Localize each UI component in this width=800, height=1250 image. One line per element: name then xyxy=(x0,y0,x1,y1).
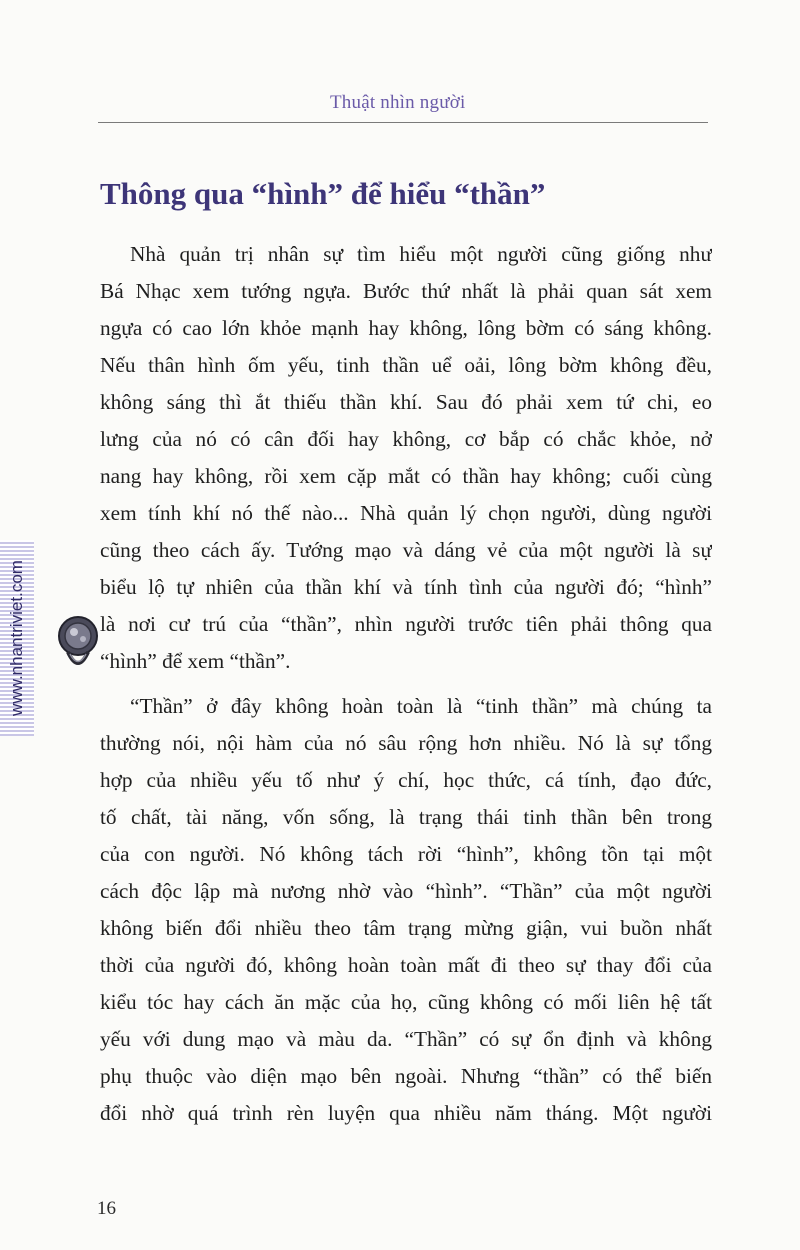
text-line: phụ thuộc vào diện mạo bên ngoài. Nhưng “thần” có thể biến xyxy=(100,1064,712,1088)
ring-ornament-icon xyxy=(50,612,106,678)
text-line: cách độc lập mà nương nhờ vào “hình”. “Thần” của một người xyxy=(100,879,712,903)
text-line: kiểu tóc hay cách ăn mặc của họ, cũng không có mối liên hệ tất xyxy=(100,990,712,1014)
text-line: “hình” để xem “thần”. xyxy=(100,649,291,673)
page-number: 16 xyxy=(97,1198,116,1219)
text-line: không sáng thì ắt thiếu thần khí. Sau đó phải xem tứ chi, eo xyxy=(100,390,712,414)
text-line: lưng của nó có cân đối hay không, cơ bắp có chắc khỏe, nở xyxy=(100,427,712,451)
running-head: Thuật nhìn người xyxy=(330,92,466,113)
text-line: “Thần” ở đây không hoàn toàn là “tinh thần” mà chúng ta xyxy=(130,694,712,718)
text-line: xem tính khí nó thế nào... Nhà quản lý chọn người, dùng người xyxy=(100,501,712,525)
text-line: yếu với dung mạo và màu da. “Thần” có sự ổn định và không xyxy=(100,1027,712,1051)
text-line: tố chất, tài năng, vốn sống, là trạng thái tinh thần bên trong xyxy=(100,805,712,829)
text-line: Nhà quản trị nhân sự tìm hiểu một người cũng giống như xyxy=(130,242,712,266)
text-line: đổi nhờ quá trình rèn luyện qua nhiều năm tháng. Một người xyxy=(100,1101,712,1125)
text-line: ngựa có cao lớn khỏe mạnh hay không, lông bờm có sáng không. xyxy=(100,316,712,340)
text-line: hợp của nhiều yếu tố như ý chí, học thức, cá tính, đạo đức, xyxy=(100,768,712,792)
paragraph-2 xyxy=(100,688,712,1132)
paragraph-1 xyxy=(100,236,712,680)
section-heading: Thông qua “hình” để hiểu “thần” xyxy=(100,176,546,211)
text-line: không biến đổi nhiều theo tâm trạng mừng giận, vui buồn nhất xyxy=(100,916,712,940)
text-line: thời của người đó, không hoàn toàn mất đi theo sự thay đổi của xyxy=(100,953,712,977)
text-line: thường nói, nội hàm của nó sâu rộng hơn nhiều. Nó là sự tổng xyxy=(100,731,712,755)
header-rule xyxy=(98,122,708,123)
text-line: là nơi cư trú của “thần”, nhìn người trước tiên phải thông qua xyxy=(100,612,712,636)
text-line: Bá Nhạc xem tướng ngựa. Bước thứ nhất là phải quan sát xem xyxy=(100,279,712,303)
text-line: cũng theo cách ấy. Tướng mạo và dáng vẻ của một người là sự xyxy=(100,538,712,562)
text-line: biểu lộ tự nhiên của thần khí và tính tình của người đó; “hình” xyxy=(100,575,712,599)
text-line: của con người. Nó không tách rời “hình”, không tồn tại một xyxy=(100,842,712,866)
text-line: nang hay không, rồi xem cặp mắt có thần hay không; cuối cùng xyxy=(100,464,712,488)
side-watermark-url: www.nhantriviet.com xyxy=(7,560,26,716)
text-line: Nếu thân hình ốm yếu, tinh thần uể oải, lông bờm không đều, xyxy=(100,353,712,377)
